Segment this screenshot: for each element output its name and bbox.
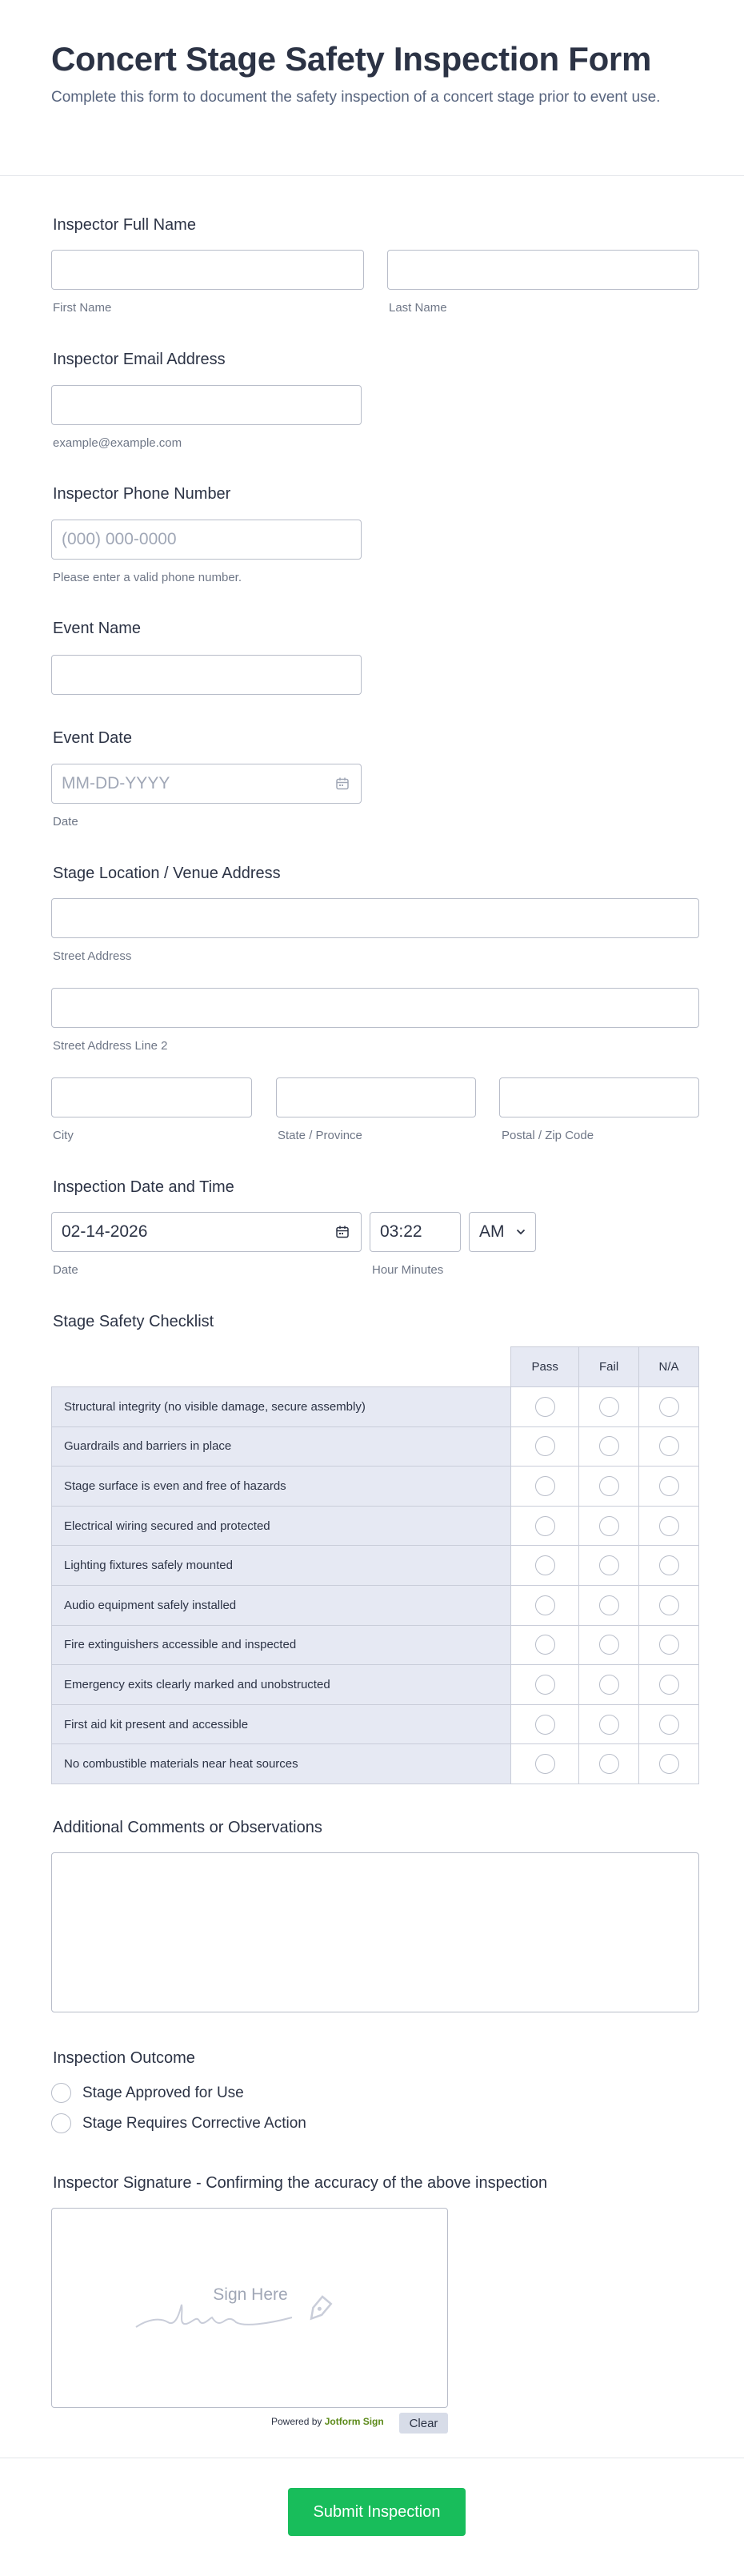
outcome-label: Inspection Outcome: [53, 2049, 195, 2067]
table-row: [52, 1585, 699, 1625]
radio-button[interactable]: [599, 1436, 619, 1456]
checklist-label: Stage Safety Checklist: [53, 1313, 214, 1330]
inspector-phone-label: Inspector Phone Number: [53, 485, 231, 503]
checklist-item-label: Emergency exits clearly marked and unobstructed: [52, 1665, 511, 1705]
checklist-cell-na[interactable]: [639, 1387, 699, 1427]
inspection-date-input[interactable]: [51, 1212, 362, 1252]
jotform-sign-brand[interactable]: Jotform Sign: [324, 2416, 384, 2427]
table-row: [52, 1546, 699, 1586]
street-address-input[interactable]: [51, 898, 699, 938]
radio-button[interactable]: [599, 1715, 619, 1735]
checklist-item-label: Structural integrity (no visible damage, secure assembly): [52, 1387, 511, 1427]
radio-button[interactable]: [535, 1754, 555, 1774]
checklist-cell-na[interactable]: [639, 1467, 699, 1507]
signature-scribble-icon: [132, 2287, 372, 2335]
radio-button[interactable]: [659, 1555, 679, 1575]
calendar-icon[interactable]: [335, 1225, 350, 1239]
checklist-item-label: Audio equipment safely installed: [52, 1585, 511, 1625]
checklist-cell-fail[interactable]: [579, 1704, 639, 1744]
page-title: Concert Stage Safety Inspection Form: [51, 40, 652, 78]
ampm-value: AM: [479, 1222, 505, 1241]
submit-button[interactable]: Submit Inspection: [288, 2488, 466, 2536]
column-header-fail: Fail: [579, 1347, 639, 1387]
street-address-line2-input[interactable]: [51, 988, 699, 1028]
radio-button[interactable]: [535, 1675, 555, 1695]
table-row: [52, 1506, 699, 1546]
checklist-cell-na[interactable]: [639, 1546, 699, 1586]
chevron-down-icon: [516, 1229, 526, 1235]
checklist-cell-pass[interactable]: [511, 1744, 579, 1784]
last-name-input[interactable]: [387, 250, 699, 290]
checklist-cell-fail[interactable]: [579, 1467, 639, 1507]
phone-sublabel: Please enter a valid phone number.: [53, 571, 242, 584]
powered-prefix: Powered by: [271, 2416, 322, 2427]
checklist-cell-pass[interactable]: [511, 1546, 579, 1586]
checklist-cell-na[interactable]: [639, 1506, 699, 1546]
inspection-date-value: 02-14-2026: [62, 1222, 148, 1241]
radio-button[interactable]: [51, 2083, 71, 2103]
radio-button[interactable]: [599, 1754, 619, 1774]
event-date-placeholder: MM-DD-YYYY: [62, 774, 170, 792]
street-address-line2-sublabel: Street Address Line 2: [53, 1039, 168, 1053]
checklist-cell-pass[interactable]: [511, 1625, 579, 1665]
inspection-time-input[interactable]: 03:22: [370, 1212, 461, 1252]
checklist-cell-pass[interactable]: [511, 1704, 579, 1744]
radio-button[interactable]: [535, 1635, 555, 1655]
radio-button[interactable]: [599, 1675, 619, 1695]
checklist-cell-fail[interactable]: [579, 1625, 639, 1665]
radio-button[interactable]: [51, 2113, 71, 2133]
checklist-cell-fail[interactable]: [579, 1665, 639, 1705]
radio-button[interactable]: [659, 1635, 679, 1655]
event-date-sublabel: Date: [53, 815, 78, 829]
form-header: [0, 0, 744, 176]
table-row: [52, 1387, 699, 1427]
zip-sublabel: Postal / Zip Code: [502, 1129, 594, 1142]
table-row: [52, 1744, 699, 1784]
radio-button[interactable]: [535, 1555, 555, 1575]
event-date-input[interactable]: [51, 764, 362, 804]
option-label: Stage Approved for Use: [82, 2084, 244, 2101]
radio-button[interactable]: [659, 1516, 679, 1536]
event-name-label: Event Name: [53, 620, 142, 637]
zip-input[interactable]: [499, 1077, 699, 1117]
comments-textarea[interactable]: [51, 1852, 699, 2012]
event-date-label: Event Date: [53, 729, 132, 747]
radio-button[interactable]: [659, 1675, 679, 1695]
radio-button[interactable]: [599, 1635, 619, 1655]
radio-button[interactable]: [535, 1595, 555, 1615]
radio-button[interactable]: [535, 1476, 555, 1496]
street-address-sublabel: Street Address: [53, 949, 132, 963]
radio-button[interactable]: [599, 1476, 619, 1496]
first-name-sublabel: First Name: [53, 301, 112, 315]
column-header-na: N/A: [639, 1347, 699, 1387]
signature-label: Inspector Signature - Confirming the accuracy of the above inspection: [53, 2174, 548, 2192]
matrix-corner: [52, 1347, 511, 1387]
radio-button[interactable]: [599, 1516, 619, 1536]
checklist-item-label: Fire extinguishers accessible and inspected: [52, 1625, 511, 1665]
calendar-icon[interactable]: [335, 776, 350, 791]
state-sublabel: State / Province: [278, 1129, 362, 1142]
city-input[interactable]: [51, 1077, 252, 1117]
checklist-cell-pass[interactable]: [511, 1387, 579, 1427]
option-label: Stage Requires Corrective Action: [82, 2114, 306, 2132]
radio-button[interactable]: [599, 1397, 619, 1417]
event-name-input[interactable]: [51, 655, 362, 695]
radio-button[interactable]: [659, 1595, 679, 1615]
checklist-item-label: No combustible materials near heat sources: [52, 1744, 511, 1784]
checklist-item-label: First aid kit present and accessible: [52, 1704, 511, 1744]
table-row: [52, 1665, 699, 1705]
checklist-matrix: [51, 1346, 699, 1784]
checklist-cell-pass[interactable]: [511, 1665, 579, 1705]
signature-placeholder: Sign Here: [213, 2285, 288, 2304]
table-row: [52, 1426, 699, 1467]
checklist-item-label: Lighting fixtures safely mounted: [52, 1546, 511, 1586]
checklist-cell-pass[interactable]: [511, 1506, 579, 1546]
inspection-time-sublabel: Hour Minutes: [372, 1263, 444, 1277]
ampm-select[interactable]: [469, 1212, 536, 1252]
phone-input[interactable]: (000) 000-0000: [51, 520, 362, 560]
checklist-cell-fail[interactable]: [579, 1387, 639, 1427]
table-row: [52, 1704, 699, 1744]
clear-signature-button[interactable]: Clear: [399, 2413, 448, 2434]
first-name-input[interactable]: [51, 250, 364, 290]
checklist-cell-fail[interactable]: [579, 1426, 639, 1467]
page-subtitle: Complete this form to document the safety inspection of a concert stage prior to event use.: [51, 89, 661, 106]
checklist-cell-na[interactable]: [639, 1585, 699, 1625]
signature-pad[interactable]: [51, 2208, 448, 2408]
radio-button[interactable]: [535, 1715, 555, 1735]
address-label: Stage Location / Venue Address: [53, 865, 281, 882]
outcome-option-approved[interactable]: [51, 2083, 244, 2103]
checklist-cell-pass[interactable]: [511, 1467, 579, 1507]
checklist-cell-na[interactable]: [639, 1625, 699, 1665]
table-row: [52, 1467, 699, 1507]
radio-button[interactable]: [599, 1595, 619, 1615]
radio-button[interactable]: [659, 1754, 679, 1774]
checklist-cell-na[interactable]: [639, 1426, 699, 1467]
inspection-date-sublabel: Date: [53, 1263, 78, 1277]
state-input[interactable]: [276, 1077, 476, 1117]
table-row: [52, 1625, 699, 1665]
checklist-cell-pass[interactable]: [511, 1426, 579, 1467]
column-header-pass: Pass: [511, 1347, 579, 1387]
city-sublabel: City: [53, 1129, 74, 1142]
email-input[interactable]: [51, 385, 362, 425]
checklist-item-label: Stage surface is even and free of hazards: [52, 1467, 511, 1507]
checklist-cell-na[interactable]: [639, 1665, 699, 1705]
radio-button[interactable]: [659, 1476, 679, 1496]
checklist-item-label: Guardrails and barriers in place: [52, 1426, 511, 1467]
checklist-cell-fail[interactable]: [579, 1506, 639, 1546]
checklist-cell-fail[interactable]: [579, 1585, 639, 1625]
powered-by: [271, 2416, 384, 2427]
checklist-cell-na[interactable]: [639, 1704, 699, 1744]
radio-button[interactable]: [659, 1397, 679, 1417]
inspection-datetime-label: Inspection Date and Time: [53, 1178, 234, 1196]
radio-button[interactable]: [659, 1436, 679, 1456]
checklist-cell-fail[interactable]: [579, 1744, 639, 1784]
radio-button[interactable]: [599, 1555, 619, 1575]
inspector-name-label: Inspector Full Name: [53, 216, 196, 234]
comments-label: Additional Comments or Observations: [53, 1819, 322, 1836]
radio-button[interactable]: [535, 1397, 555, 1417]
email-sublabel: example@example.com: [53, 436, 182, 450]
checklist-item-label: Electrical wiring secured and protected: [52, 1506, 511, 1546]
checklist-cell-pass[interactable]: [511, 1585, 579, 1625]
radio-button[interactable]: [535, 1436, 555, 1456]
inspector-email-label: Inspector Email Address: [53, 351, 226, 368]
radio-button[interactable]: [659, 1715, 679, 1735]
last-name-sublabel: Last Name: [389, 301, 447, 315]
radio-button[interactable]: [535, 1516, 555, 1536]
checklist-cell-fail[interactable]: [579, 1546, 639, 1586]
checklist-cell-na[interactable]: [639, 1744, 699, 1784]
outcome-option-corrective[interactable]: [51, 2113, 306, 2133]
